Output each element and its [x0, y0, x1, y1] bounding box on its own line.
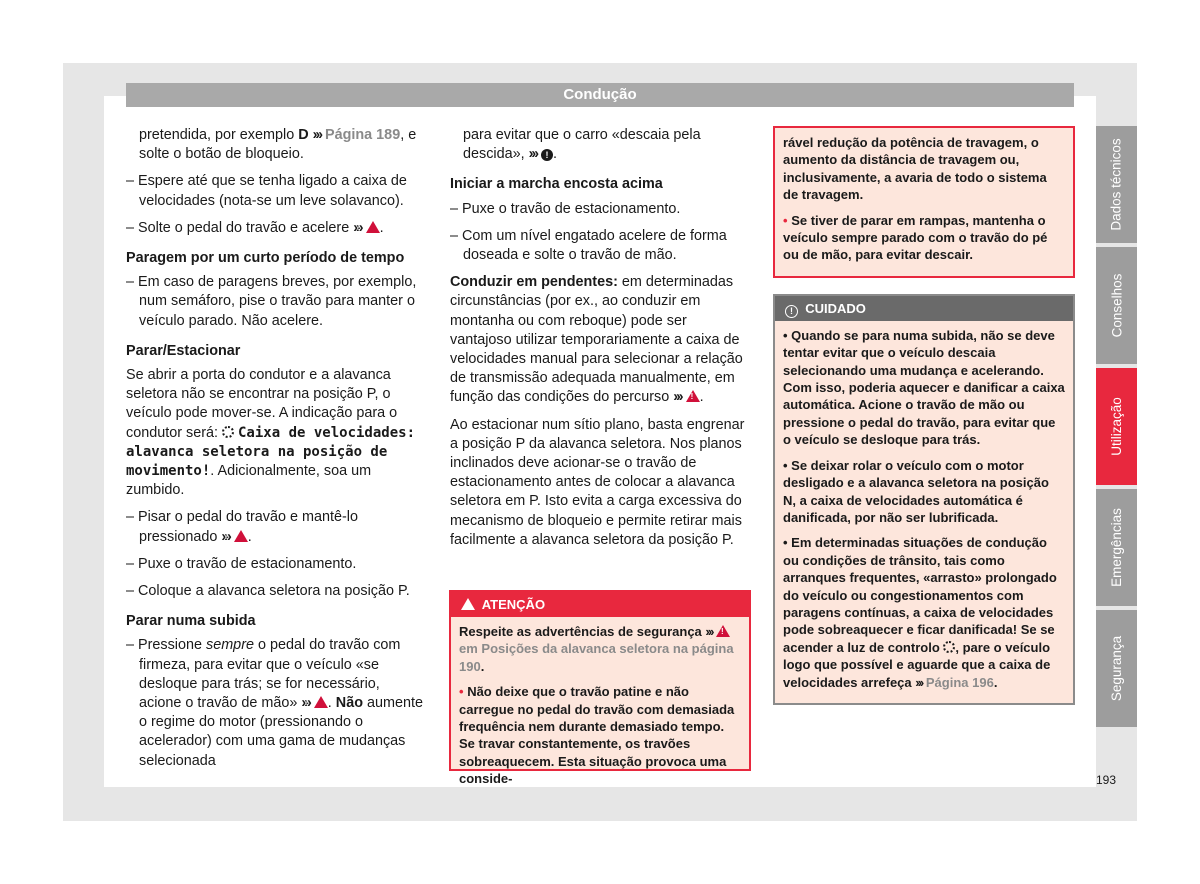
- gearbox-warning-icon: [222, 426, 234, 438]
- display-message: Caixa de velocidades: alavanca seletora na posição de movimento!: [126, 424, 416, 480]
- list-item: – Espere até que se tenha ligado a caixa de velocidades (nota-se um leve solavanco).: [126, 173, 407, 209]
- paragraph: Conduzir em pendentes: em determinadas circunstâncias (por ex., ao conduzir em montanha ou com reboque) pode ser vantajoso utilizar temporariamente a caixa de velocidades manual para selecionar a relação de transmissão adequada manualmente, em função das condições do percurso ››› ! .: [450, 273, 750, 407]
- cross-ref-arrows-icon: ›››: [312, 127, 321, 143]
- tab-conselhos[interactable]: Conselhos: [1096, 247, 1137, 364]
- list-item: – Pisar o pedal do travão e mantê-lo pressionado ››› ! .: [126, 508, 426, 546]
- warning-triangle-icon: [366, 221, 380, 233]
- chapter-tabs: [1096, 126, 1137, 731]
- warning-bullet: • Não deixe que o travão patine e não carregue no pedal do travão com demasiada frequência nem durante demasiado tempo. Se travar constantemente, os travões sobreaquecem. Esta situação provoca uma conside-: [459, 684, 735, 787]
- caution-box: [773, 294, 1075, 705]
- warning-intro: Respeite as advertências de segurança ››› ! em Posições da alavanca seletora na página 190.: [459, 623, 741, 675]
- subheading: Iniciar a marcha encosta acima: [450, 176, 663, 193]
- warning-triangle-icon: [234, 530, 248, 542]
- info-icon: !: [541, 149, 553, 161]
- cross-ref-arrows-icon: ›››: [528, 146, 537, 163]
- list-item: – Com um nível engatado acelere de forma doseada e solte o travão de mão.: [450, 227, 727, 264]
- subheading: Parar/Estacionar: [126, 342, 241, 359]
- paragraph: para evitar que o carro «descaia pela descida», ››› ! .: [463, 127, 701, 163]
- warning-box-continued: [773, 126, 1075, 278]
- warning-triangle-icon: [686, 390, 700, 402]
- list-item: – Puxe o travão de estacionamento.: [450, 200, 681, 217]
- tab-emergencias[interactable]: Emergências: [1096, 489, 1137, 606]
- tab-dados-tecnicos[interactable]: Dados técnicos: [1096, 126, 1137, 243]
- warning-triangle-icon: [314, 696, 328, 708]
- section-header: Condução: [126, 83, 1074, 107]
- caution-bullet: • Se deixar rolar o veículo com o motor desligado e a alavanca seletora na posição N, a caixa de velocidades automática é danificada, por não ser lubrificada.: [783, 457, 1049, 525]
- cross-ref-arrows-icon: ›››: [353, 219, 362, 236]
- paragraph: Se abrir a porta do condutor e a alavanca seletora não se encontrar na posição P, o veículo pode mover-se. A indicação para o condutor será: Caixa de velocidades: alavanca seletora na posição de movimento!. Adicionalmente, soa um zumbido.: [126, 367, 416, 499]
- cross-ref-arrows-icon: ›››: [705, 624, 713, 639]
- page-reference-link[interactable]: Página 196: [925, 674, 994, 690]
- cross-ref-arrows-icon: ›››: [301, 695, 310, 712]
- warning-triangle-icon: [461, 598, 475, 610]
- page-reference-link[interactable]: em Posições da alavanca seletora na página 190: [459, 641, 734, 674]
- cross-ref-arrows-icon: ›››: [915, 674, 923, 690]
- list-item: – Solte o pedal do travão e acelere ››› ! .: [126, 219, 426, 238]
- column-right: [773, 126, 1075, 705]
- warning-box-header: ! ATENÇÃO: [451, 592, 749, 617]
- tab-utilizacao[interactable]: Utilização: [1096, 368, 1137, 485]
- page-number: 193: [1096, 773, 1117, 787]
- warning-triangle-icon: [716, 625, 730, 637]
- tab-seguranca[interactable]: Segurança: [1096, 610, 1137, 727]
- cross-ref-arrows-icon: ›››: [221, 528, 230, 545]
- warning-continued-text: rável redução da potência de travagem, o aumento da distância de travagem ou, inclusivamente, a avaria de todo o sistema de travagem.: [783, 135, 1047, 203]
- caution-bullet: • Quando se para numa subida, não se deve tentar evitar que o veículo descaia selecionando uma mudança e acelerando. Com isso, poderia aquecer e danificar a caixa automática. Acione o travão de mão ou pressione o pedal do travão, para evitar que o veículo se desloque para trás.: [783, 327, 1065, 448]
- cross-ref-arrows-icon: ›››: [673, 389, 682, 406]
- warning-bullet: • Se tiver de parar em rampas, mantenha o veículo sempre parado com o travão do pé ou de mão, para evitar descair.: [783, 212, 1048, 263]
- column-middle: [450, 126, 750, 558]
- list-item: – Em caso de paragens breves, por exemplo, num semáforo, pise o travão para manter o veículo parado. Não acelere.: [126, 274, 417, 329]
- caution-circle-icon: !: [785, 305, 798, 318]
- subheading: Paragem por um curto período de tempo: [126, 250, 405, 267]
- gearbox-warning-icon: [943, 641, 955, 653]
- warning-box: [449, 590, 751, 787]
- caution-bullet: • Em determinadas situações de condução ou condições de trânsito, tais como arranques frequentes, «arrasto» prolongado do veículo ou congestionamentos com paragens contínuas, a caixa de velocidades pode sobreaquecer e ficar danificada! Se se acender a luz de controlo , pare o veículo logo que possível e aguarde que a caixa de velocidades arrefeça ››› Página 196.: [783, 535, 1057, 690]
- list-item: – Coloque a alavanca seletora na posição P.: [126, 583, 410, 600]
- list-item: – Pressione sempre o pedal do travão com firmeza, para evitar que o veículo «se desloque para trás; se for necessário, acione o travão de mão» ››› ! . Não aumente o regime do motor (pressionando o acelerador) com uma gama de mudanças selecionada: [126, 636, 426, 770]
- page-reference-link[interactable]: Página 189: [325, 127, 401, 143]
- paragraph: pretendida, por exemplo D ››› Página 189, e solte o botão de bloqueio.: [139, 127, 417, 163]
- list-item: – Puxe o travão de estacionamento.: [126, 555, 357, 572]
- caution-box-header: ! CUIDADO: [775, 296, 1073, 321]
- column-left: [126, 126, 426, 779]
- paragraph: Ao estacionar num sítio plano, basta engrenar a posição P da alavanca seletora. Nos planos inclinados deve acionar-se o travão de estacionamento antes de colocar a alavanca seletora em P. Isto evita a carga excessiva do mecanismo de bloqueio e permite retirar mais facilmente a alavanca seletora da posição P.: [450, 416, 745, 548]
- subheading: Parar numa subida: [126, 613, 256, 630]
